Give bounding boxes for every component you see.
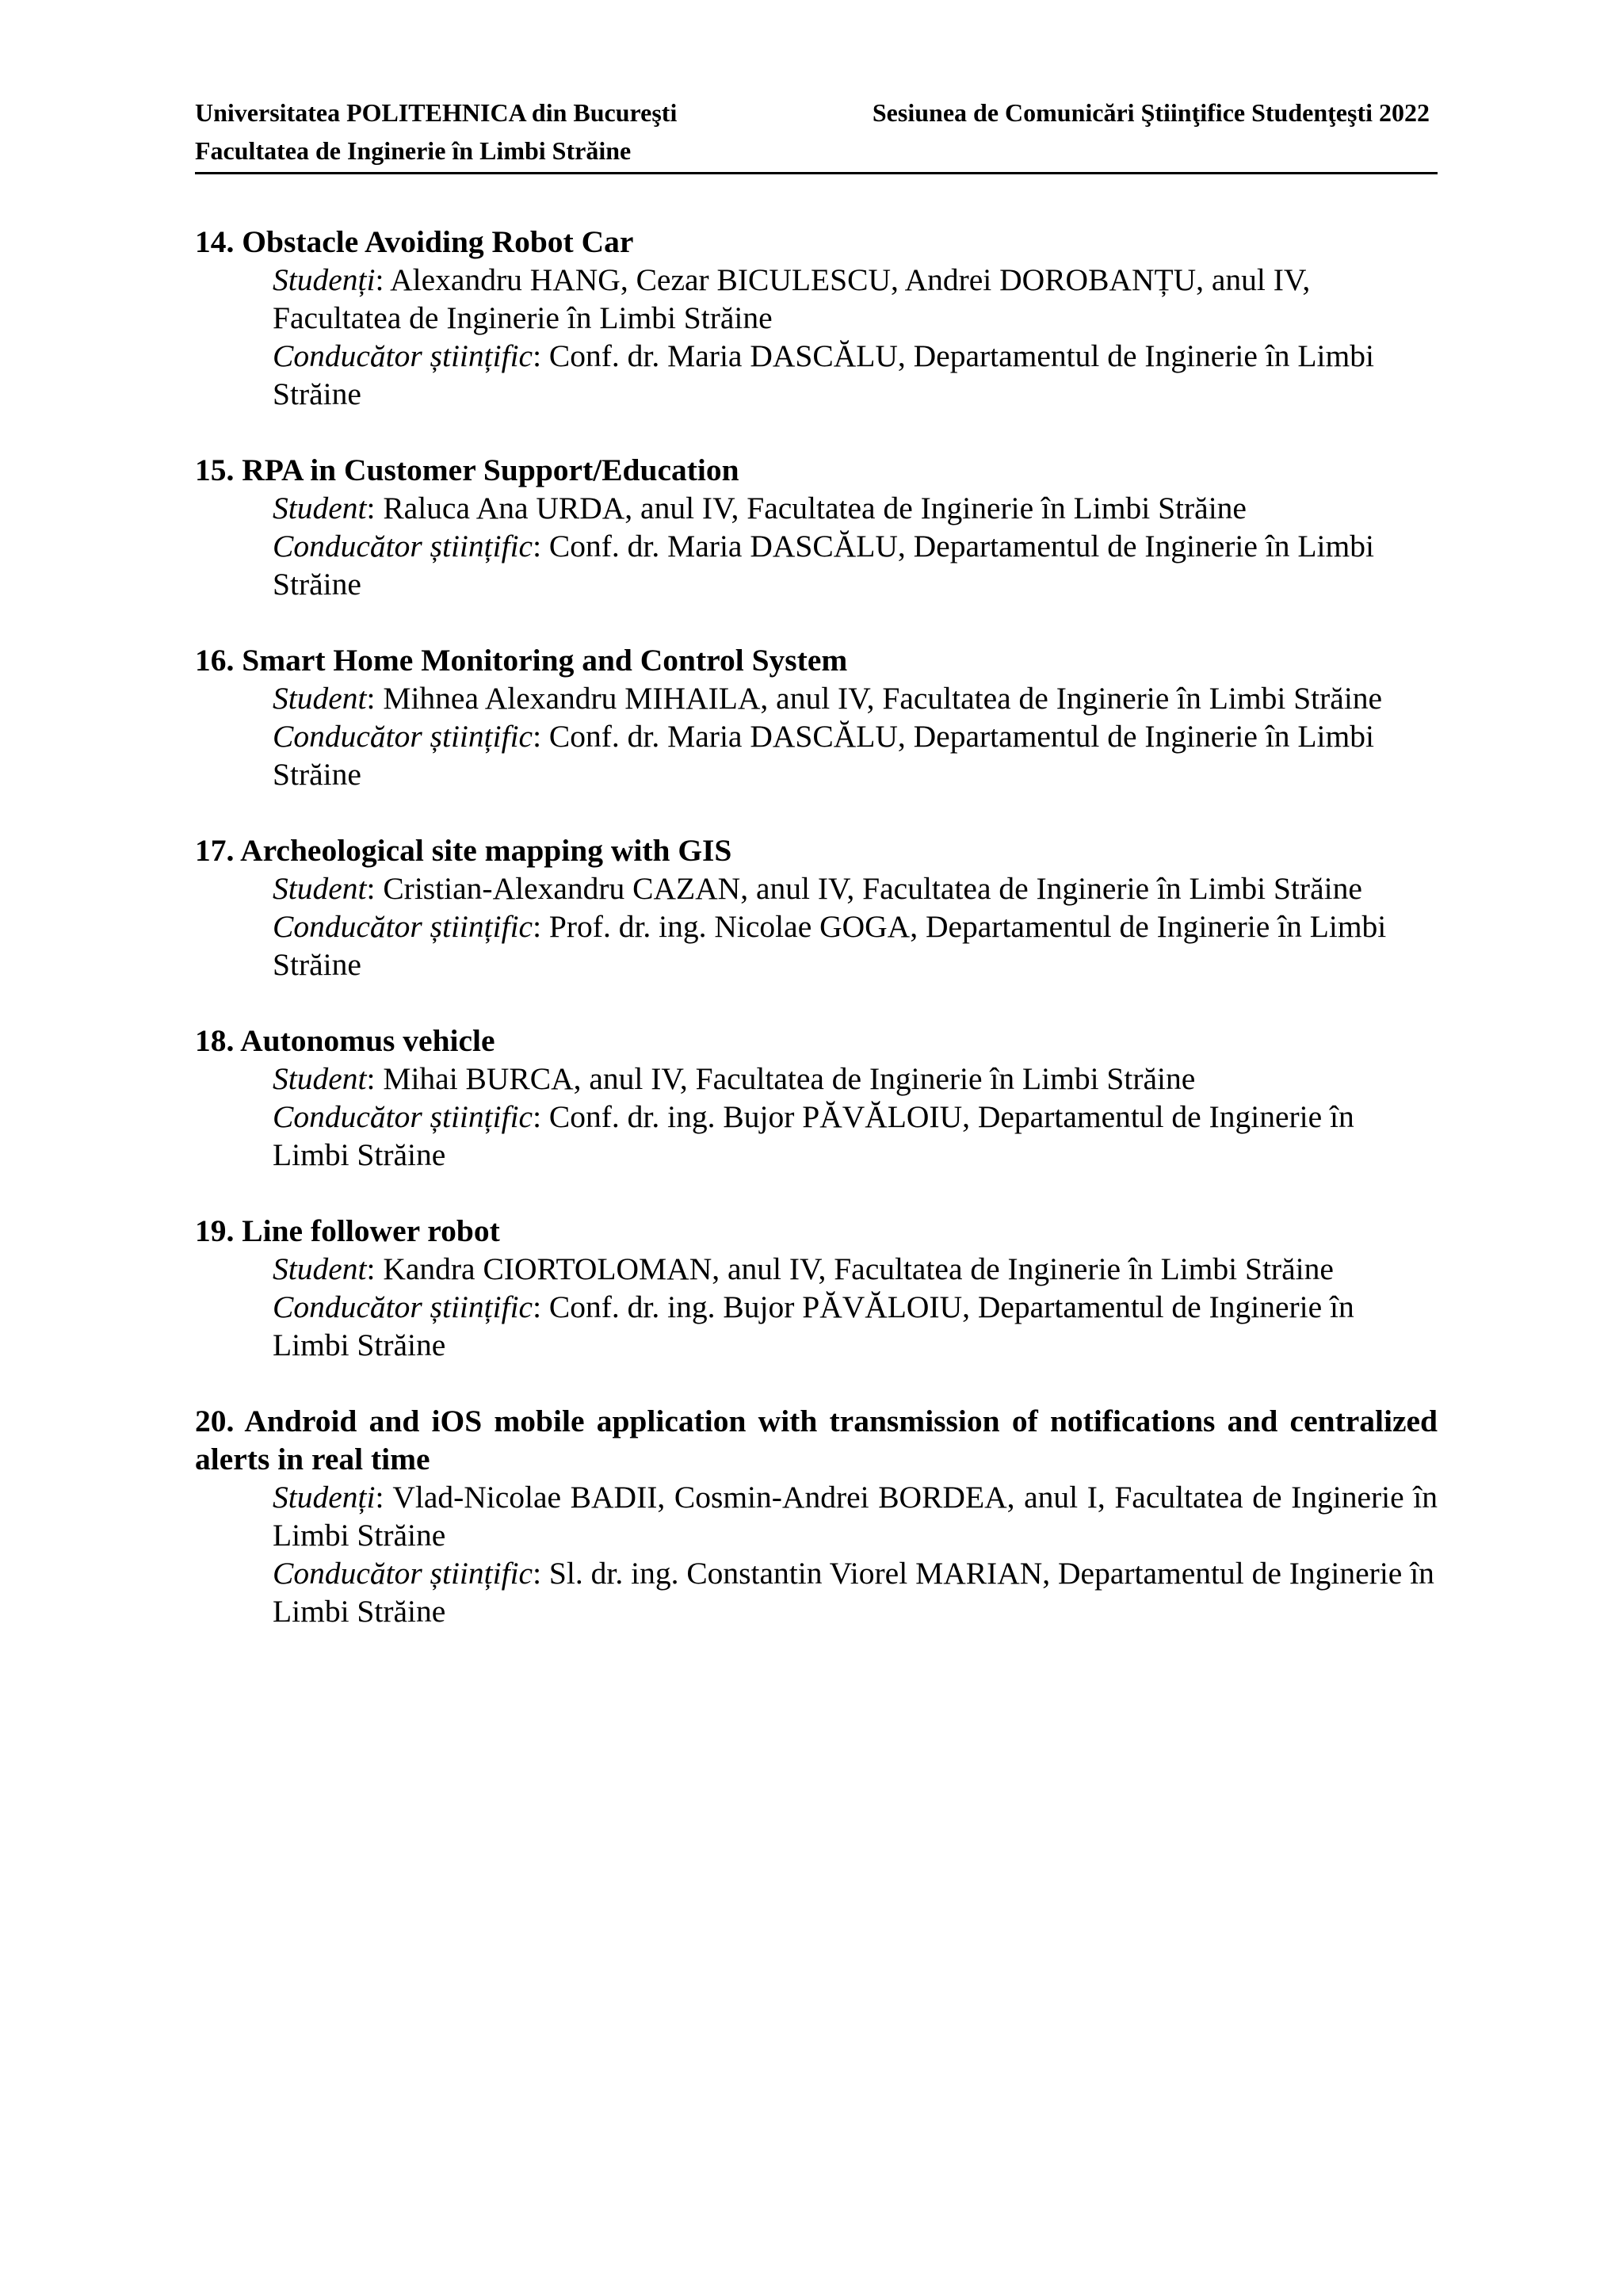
entry-14 (195, 223, 1438, 413)
supervisor-text: : Conf. dr. Maria DASCĂLU, Departamentul de Inginerie în Limbi Străine (273, 338, 1374, 411)
supervisor-line (273, 337, 1438, 413)
supervisor-label: Conducător științific (273, 1556, 533, 1591)
students-line (273, 869, 1438, 907)
entry-body (273, 261, 1438, 413)
entry-body (273, 1250, 1438, 1364)
entry-body (273, 1060, 1438, 1174)
supervisor-label: Conducător științific (273, 529, 533, 563)
students-text: : Cristian-Alexandru CAZAN, anul IV, Facultatea de Inginerie în Limbi Străine (366, 871, 1362, 906)
students-text: : Raluca Ana URDA, anul IV, Facultatea de Inginerie în Limbi Străine (366, 491, 1247, 525)
students-line (273, 1478, 1438, 1554)
students-text: : Alexandru HANG, Cezar BICULESCU, Andrei DOROBANȚU, anul IV, Facultatea de Inginerie în Limbi Străine (273, 262, 1311, 335)
entry-title: 16. Smart Home Monitoring and Control System (195, 643, 848, 678)
students-text: : Mihnea Alexandru MIHAILA, anul IV, Facultatea de Inginerie în Limbi Străine (366, 681, 1383, 716)
students-label: Studenți (273, 1480, 376, 1515)
students-text: : Kandra CIORTOLOMAN, anul IV, Facultatea de Inginerie în Limbi Străine (366, 1251, 1334, 1286)
supervisor-line (273, 527, 1438, 603)
supervisor-label: Conducător științific (273, 338, 533, 373)
header-session: Sesiunea de Comunicări Ştiinţifice Studenţeşti 2022 (872, 98, 1430, 127)
supervisor-line (273, 717, 1438, 793)
page-header (195, 94, 1438, 174)
students-text: : Mihai BURCA, anul IV, Facultatea de Inginerie în Limbi Străine (366, 1061, 1196, 1096)
supervisor-label: Conducător științific (273, 1099, 533, 1134)
entry-19 (195, 1212, 1438, 1364)
students-line (273, 1060, 1438, 1098)
supervisor-text: : Prof. dr. ing. Nicolae GOGA, Departamentul de Inginerie în Limbi Străine (273, 909, 1387, 982)
entry-body (273, 869, 1438, 984)
entry-title: 15. RPA in Customer Support/Education (195, 453, 739, 487)
entry-body (273, 1478, 1438, 1630)
entry-18 (195, 1022, 1438, 1174)
supervisor-line (273, 907, 1438, 984)
students-text: : Vlad-Nicolae BADII, Cosmin-Andrei BORDEA, anul I, Facultatea de Inginerie în Limbi Străine (273, 1480, 1438, 1553)
supervisor-text: : Sl. dr. ing. Constantin Viorel MARIAN, Departamentul de Inginerie în Limbi Străine (273, 1556, 1434, 1629)
supervisor-text: : Conf. dr. ing. Bujor PĂVĂLOIU, Departamentul de Inginerie în Limbi Străine (273, 1099, 1354, 1172)
students-label: Student (273, 1061, 367, 1096)
entry-15 (195, 451, 1438, 603)
students-label: Student (273, 1251, 367, 1286)
students-line (273, 679, 1438, 717)
students-label: Studenți (273, 262, 376, 297)
header-university: Universitatea POLITEHNICA din Bucureşti (195, 98, 678, 127)
entry-title: 20. Android and iOS mobile application with transmission of notifications and centralized alerts in real time (195, 1404, 1438, 1477)
students-label: Student (273, 491, 367, 525)
supervisor-line (273, 1554, 1438, 1630)
supervisor-label: Conducător științific (273, 909, 533, 944)
supervisor-label: Conducător științific (273, 1289, 533, 1324)
entries-list (195, 223, 1438, 1668)
supervisor-text: : Conf. dr. Maria DASCĂLU, Departamentul de Inginerie în Limbi Străine (273, 719, 1374, 792)
supervisor-line (273, 1288, 1438, 1364)
entry-title: 14. Obstacle Avoiding Robot Car (195, 224, 634, 259)
entry-title: 18. Autonomus vehicle (195, 1023, 495, 1058)
students-line (273, 1250, 1438, 1288)
entry-16 (195, 641, 1438, 793)
entry-body (273, 489, 1438, 603)
students-line (273, 489, 1438, 527)
supervisor-text: : Conf. dr. Maria DASCĂLU, Departamentul de Inginerie în Limbi Străine (273, 529, 1374, 602)
entry-title: 19. Line follower robot (195, 1213, 500, 1248)
header-faculty: Facultatea de Inginerie în Limbi Străine (195, 136, 632, 165)
entry-20 (195, 1402, 1438, 1630)
header-institution (195, 94, 677, 170)
supervisor-label: Conducător științific (273, 719, 533, 754)
entry-17 (195, 831, 1438, 984)
entry-title: 17. Archeological site mapping with GIS (195, 833, 732, 868)
supervisor-text: : Conf. dr. ing. Bujor PĂVĂLOIU, Departamentul de Inginerie în Limbi Străine (273, 1289, 1354, 1362)
supervisor-line (273, 1098, 1438, 1174)
students-line (273, 261, 1438, 337)
entry-body (273, 679, 1438, 793)
students-label: Student (273, 871, 367, 906)
students-label: Student (273, 681, 367, 716)
